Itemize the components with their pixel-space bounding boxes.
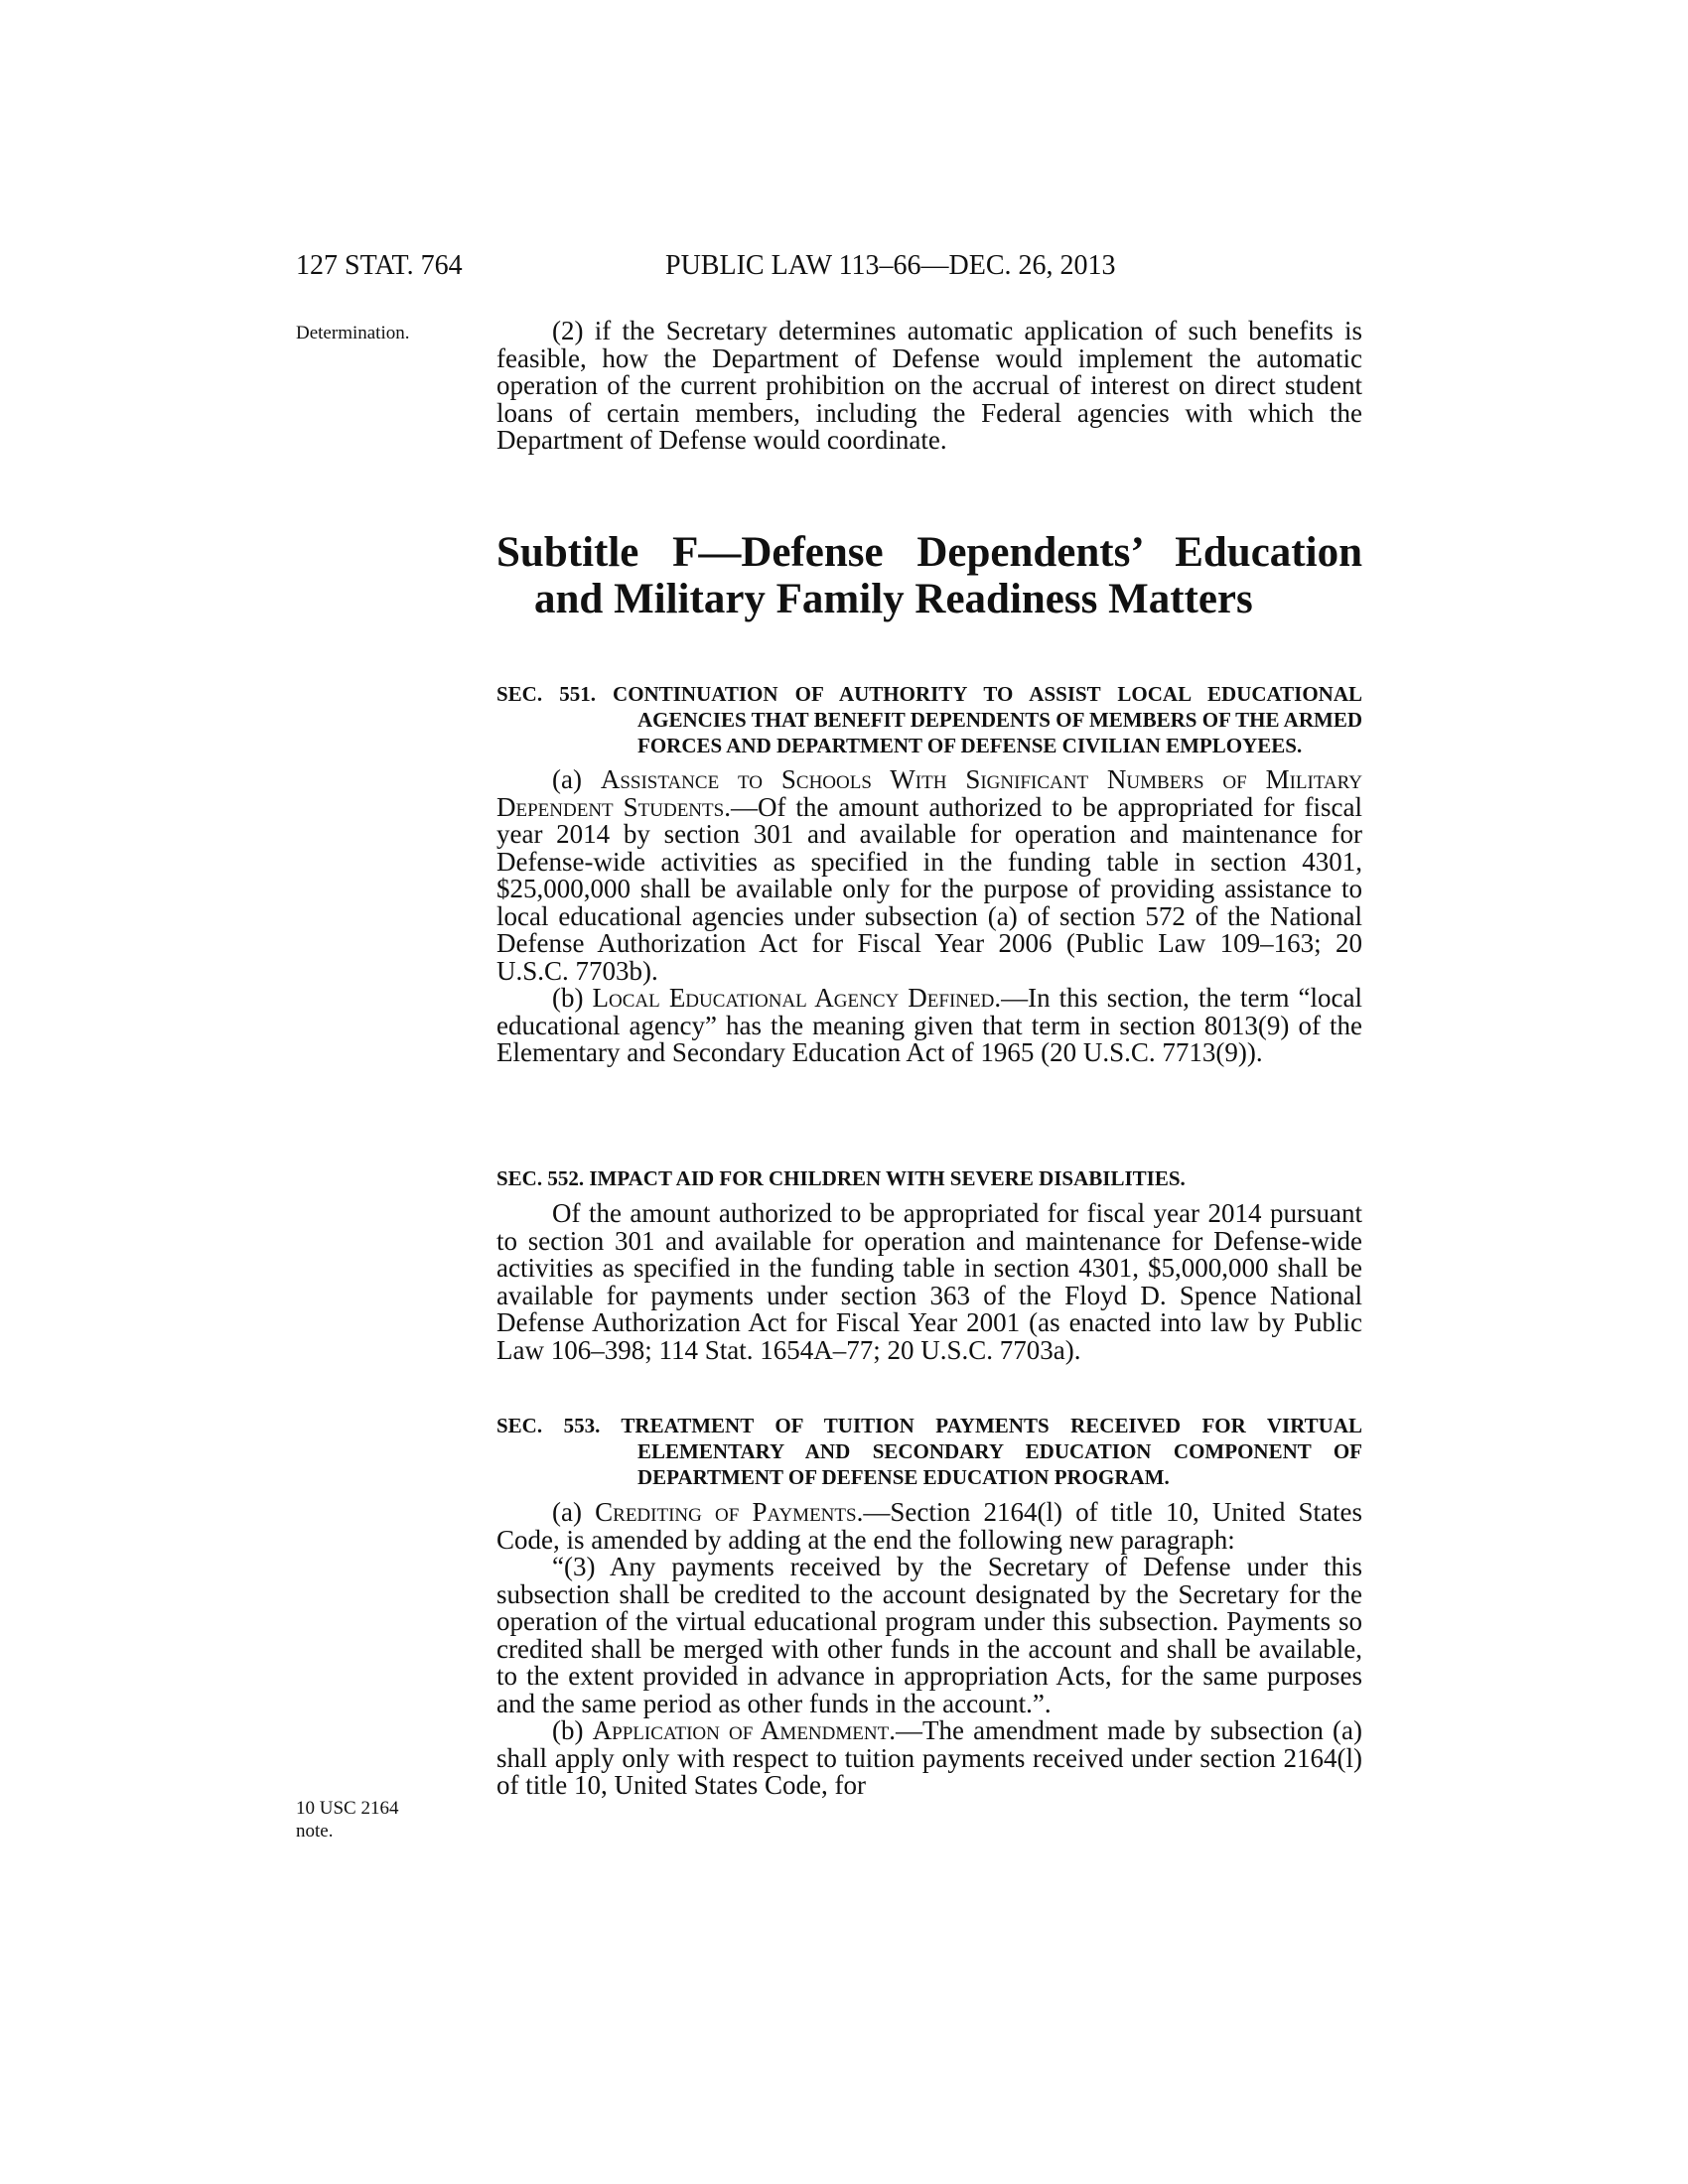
sec-552-text: Of the amount authorized to be appropriated for fiscal year 2014 pursuant to section 301 and available for operation and maintenance for Defense-wide activities as specified in the funding table in section 4301, $5,000,000 shall be available for payments under section 363 of the Floyd D. Spence National Defense Authorization Act for Fiscal Year 2001 (as enacted into law by Public Law 106–398; 114 Stat. 1654A–77; 20 U.S.C. 7703a). — [496, 1198, 1362, 1365]
sec-553-subsection-b — [496, 1717, 1362, 1800]
sec-553-b-label: (b) — [552, 1715, 593, 1745]
stat-page-number: 127 STAT. 764 — [296, 250, 463, 281]
sec-553-a-text: —Section 2164(l) of title 10, United States Code, is amended by adding at the end the following new paragraph: — [496, 1497, 1363, 1555]
sec-553-b-text: —The amendment made by subsection (a) shall apply only with respect to tuition payments received under section 2164(l) of title 10, United States Code, for — [496, 1715, 1362, 1800]
paragraph-2-text: (2) if the Secretary determines automatic application of such benefits is feasible, how the Department of Defense would implement the automatic operation of the current prohibition on the accrual of interest on direct student loans of certain members, including the Federal agencies with which the Department of Defense would coordinate. — [496, 316, 1362, 455]
sec-553-a-label: (a) — [552, 1497, 596, 1527]
sec-551-heading: SEC. 551. CONTINUATION OF AUTHORITY TO ASSIST LOCAL EDUCATIONAL AGENCIES THAT BENEFIT DEPENDENTS OF MEMBERS OF THE ARMED FORCES AND DEPARTMENT OF DEFENSE CIVILIAN EMPLOYEES. — [496, 682, 1362, 757]
sec-553-b-caption: Application of Amendment. — [592, 1715, 896, 1745]
sec-551-b-caption: Local Educational Agency Defined. — [592, 983, 1002, 1013]
sec-551 — [496, 681, 1362, 1067]
margin-note-usc — [296, 1797, 465, 1843]
sec-553-quoted-paragraph: “(3) Any payments received by the Secretary of Defense under this subsection shall be credited to the account designated by the Secretary for the operation of the virtual educational program under this subsection. Payments so credited shall be merged with other funds in the account and shall be available, to the extent provided in advance in appropriation Acts, for the same purposes and the same period as other funds in the account.”. — [496, 1552, 1362, 1718]
running-header — [296, 250, 1370, 290]
subtitle-heading: Subtitle F—Defense Dependents’ Education and Military Family Readiness Matters — [496, 529, 1362, 622]
sec-553 — [496, 1413, 1362, 1800]
law-citation: PUBLIC LAW 113–66—DEC. 26, 2013 — [665, 250, 1116, 281]
sec-552 — [496, 1165, 1362, 1364]
sec-553-heading: SEC. 553. TREATMENT OF TUITION PAYMENTS RECEIVED FOR VIRTUAL ELEMENTARY AND SECONDARY EDUCATION COMPONENT OF DEPARTMENT OF DEFENSE EDUCATION PROGRAM. — [496, 1414, 1362, 1489]
sec-552-heading: SEC. 552. IMPACT AID FOR CHILDREN WITH SEVERE DISABILITIES. — [496, 1166, 1186, 1190]
margin-note-usc-line2: note. — [296, 1821, 334, 1842]
sec-553-subsection-a — [496, 1499, 1362, 1554]
paragraph-2 — [496, 318, 1362, 455]
sec-551-subsection-b — [496, 985, 1362, 1067]
sec-551-a-caption: Assistance to Schools With Significant Numbers of Military Dependent Students. — [496, 764, 1363, 822]
sec-551-a-text: —Of the amount authorized to be appropriated for fiscal year 2014 by section 301 and available for operation and maintenance for Defense-wide activities as specified in the funding table in section 4301, $25,000,000 shall be available only for the purpose of providing assistance to local educational agencies under subsection (a) of section 572 of the National Defense Authorization Act for Fiscal Year 2006 (Public Law 109–163; 20 U.S.C. 7703b). — [496, 791, 1362, 986]
margin-note-determination: Determination. — [296, 323, 410, 343]
subtitle-block — [496, 529, 1362, 622]
sec-551-b-label: (b) — [552, 983, 593, 1013]
margin-note-usc-line1: 10 USC 2164 — [296, 1798, 399, 1819]
sec-551-b-text: —In this section, the term “local educational agency” has the meaning given that term in section 8013(9) of the Elementary and Secondary Education Act of 1965 (20 U.S.C. 7713(9)). — [496, 983, 1363, 1067]
sec-553-a-caption: Crediting of Payments. — [595, 1497, 864, 1527]
sec-551-a-label: (a) — [552, 764, 601, 794]
sec-551-subsection-a — [496, 766, 1362, 985]
